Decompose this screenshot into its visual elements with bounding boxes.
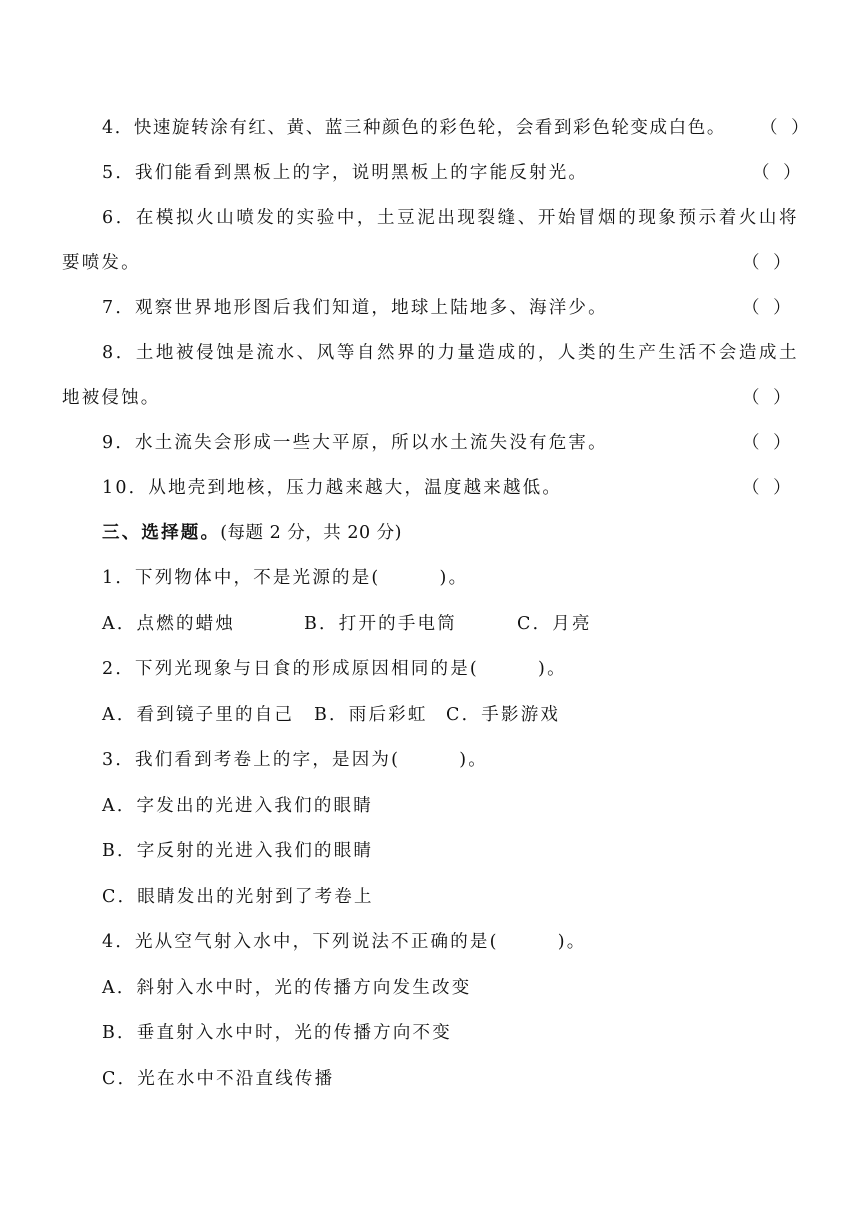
option-a: A．点燃的蜡烛 (102, 614, 236, 634)
option-b: B．字反射的光进入我们的眼睛 (102, 841, 374, 861)
option-c: C．手影游戏 (446, 705, 561, 725)
option-a: A．字发出的光进入我们的眼睛 (102, 796, 373, 816)
answer-paren: （ ） (742, 478, 795, 498)
section-score-note: (每题 2 分，共 20 分) (220, 523, 403, 543)
item-text: 6．在模拟火山喷发的实验中，土豆泥出现裂缝、开始冒烟的现象预示着火山将 (102, 208, 800, 228)
answer-paren: （ ） (742, 253, 795, 273)
answer-paren: （ ） (742, 433, 795, 453)
option-b: B．雨后彩虹 (314, 705, 428, 725)
question-stem: 4．光从空气射入水中，下列说法不正确的是( )。 (102, 932, 587, 952)
answer-paren: （ ） (760, 118, 813, 138)
item-text-continuation: 地被侵蚀。 (62, 388, 161, 408)
option-b: B．垂直射入水中时，光的传播方向不变 (102, 1023, 452, 1043)
item-text: 5．我们能看到黑板上的字，说明黑板上的字能反射光。 (102, 163, 589, 183)
item-text: 4．快速旋转涂有红、黄、蓝三种颜色的彩色轮，会看到彩色轮变成白色。 (102, 118, 726, 138)
item-text: 10．从地壳到地核，压力越来越大，温度越来越低。 (102, 478, 563, 498)
answer-paren: （ ） (742, 388, 795, 408)
question-stem: 1．下列物体中，不是光源的是( )。 (102, 568, 469, 588)
item-text-continuation: 要喷发。 (62, 253, 141, 273)
option-c: C．眼睛发出的光射到了考卷上 (102, 887, 374, 907)
option-a: A．斜射入水中时，光的传播方向发生改变 (102, 978, 472, 998)
question-stem: 3．我们看到考卷上的字，是因为( )。 (102, 750, 488, 770)
section-title: 三、选择题。 (102, 523, 221, 543)
option-a: A．看到镜子里的自己 (102, 705, 295, 725)
answer-paren: （ ） (752, 163, 805, 183)
option-b: B．打开的手电筒 (304, 614, 457, 634)
item-text: 9．水土流失会形成一些大平原，所以水土流失没有危害。 (102, 433, 608, 453)
answer-paren: （ ） (742, 298, 795, 318)
item-text: 7．观察世界地形图后我们知道，地球上陆地多、海洋少。 (102, 298, 608, 318)
option-c: C．光在水中不沿直线传播 (102, 1069, 335, 1089)
item-text: 8．土地被侵蚀是流水、风等自然界的力量造成的，人类的生产生活不会造成土 (102, 343, 800, 363)
section-heading (102, 521, 402, 545)
question-stem: 2．下列光现象与日食的形成原因相同的是( )。 (102, 659, 567, 679)
option-c: C．月亮 (517, 614, 592, 634)
